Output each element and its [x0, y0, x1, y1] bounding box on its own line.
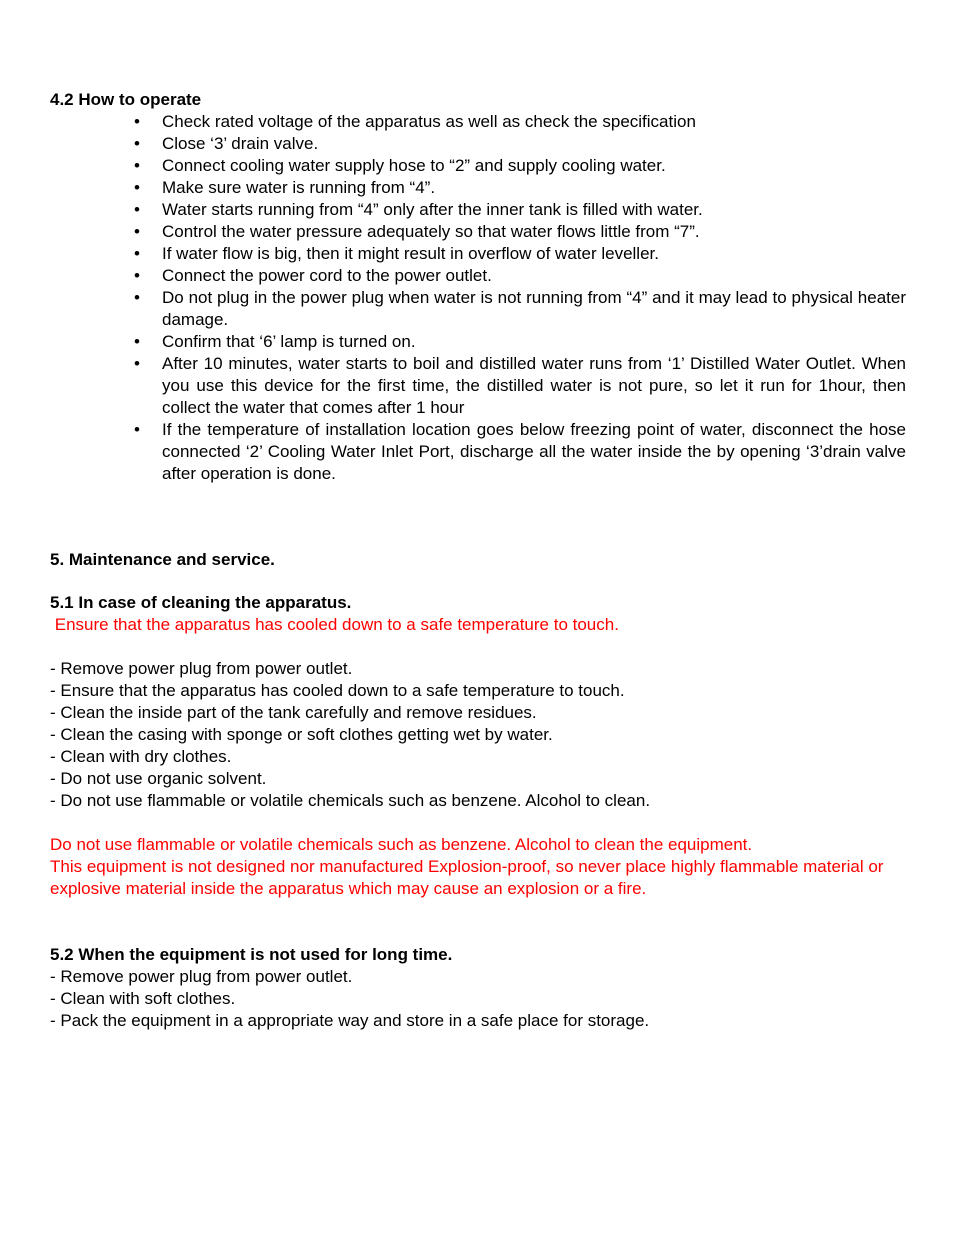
- storage-steps: [50, 966, 906, 1032]
- list-item: [50, 111, 906, 133]
- bullet-icon: •: [134, 156, 140, 175]
- document-page: [50, 89, 906, 1032]
- bullet-icon: •: [134, 420, 140, 439]
- list-item: - Clean with soft clothes.: [50, 989, 236, 1008]
- list-item-text: Do not plug in the power plug when water is not running from “4” and it may lead to physical heater damage.: [162, 288, 906, 329]
- chemical-caution: Do not use flammable or volatile chemicals such as benzene. Alcohol to clean the equipment.: [50, 835, 753, 854]
- list-item-text: Close ‘3’ drain valve.: [162, 134, 319, 153]
- explosion-caution: This equipment is not designed nor manufactured Explosion-proof, so never place highly flammable material or explosive material inside the apparatus which may cause an explosion or a fire.: [50, 857, 889, 898]
- section-5-2-heading: 5.2 When the equipment is not used for long time.: [50, 945, 453, 964]
- list-item: - Ensure that the apparatus has cooled down to a safe temperature to touch.: [50, 681, 625, 700]
- operation-steps-list: [50, 111, 906, 485]
- bullet-icon: •: [134, 332, 140, 351]
- section-5-heading: 5. Maintenance and service.: [50, 550, 275, 569]
- bullet-icon: •: [134, 112, 140, 131]
- section-5-1-heading: 5.1 In case of cleaning the apparatus.: [50, 593, 352, 612]
- bullet-icon: •: [134, 354, 140, 373]
- list-item: [50, 265, 906, 287]
- list-item: - Remove power plug from power outlet.: [50, 967, 353, 986]
- list-item-text: Water starts running from “4” only after the inner tank is filled with water.: [162, 200, 703, 219]
- list-item: - Pack the equipment in a appropriate way and store in a safe place for storage.: [50, 1011, 650, 1030]
- list-item: - Clean with dry clothes.: [50, 747, 232, 766]
- list-item: - Clean the casing with sponge or soft clothes getting wet by water.: [50, 725, 553, 744]
- bullet-icon: •: [134, 222, 140, 241]
- list-item: [50, 199, 906, 221]
- list-item-text: Connect cooling water supply hose to “2” and supply cooling water.: [162, 156, 666, 175]
- list-item-text: If the temperature of installation location goes below freezing point of water, disconnect the hose connected ‘2’ Cooling Water Inlet Port, discharge all the water inside the by opening ‘3’drain valve after operation is done.: [162, 420, 906, 483]
- list-item: - Do not use flammable or volatile chemicals such as benzene. Alcohol to clean.: [50, 791, 651, 810]
- bullet-icon: •: [134, 288, 140, 307]
- list-item: - Do not use organic solvent.: [50, 769, 267, 788]
- cleaning-steps: [50, 658, 906, 812]
- list-item: [50, 287, 906, 331]
- bullet-icon: •: [134, 178, 140, 197]
- list-item: [50, 155, 906, 177]
- list-item: [50, 243, 906, 265]
- list-item: [50, 133, 906, 155]
- list-item: [50, 353, 906, 419]
- list-item: [50, 177, 906, 199]
- list-item: [50, 419, 906, 485]
- list-item-text: After 10 minutes, water starts to boil and distilled water runs from ‘1’ Distilled Water Outlet. When you use this device for the first time, the distilled water is not pure, so let it run for 1hour, then collect the water that comes after 1 hour: [162, 354, 906, 417]
- bullet-icon: •: [134, 134, 140, 153]
- cooling-warning: Ensure that the apparatus has cooled down to a safe temperature to touch.: [50, 615, 619, 634]
- list-item-text: Control the water pressure adequately so that water flows little from “7”.: [162, 222, 700, 241]
- list-item: - Clean the inside part of the tank carefully and remove residues.: [50, 703, 537, 722]
- bullet-icon: •: [134, 266, 140, 285]
- bullet-icon: •: [134, 200, 140, 219]
- list-item-text: Confirm that ‘6’ lamp is turned on.: [162, 332, 416, 351]
- section-4-2-heading: 4.2 How to operate: [50, 90, 202, 109]
- list-item: [50, 331, 906, 353]
- list-item-text: If water flow is big, then it might result in overflow of water leveller.: [162, 244, 659, 263]
- list-item-text: Check rated voltage of the apparatus as well as check the specification: [162, 112, 696, 131]
- bullet-icon: •: [134, 244, 140, 263]
- list-item-text: Connect the power cord to the power outlet.: [162, 266, 492, 285]
- list-item: - Remove power plug from power outlet.: [50, 659, 353, 678]
- list-item-text: Make sure water is running from “4”.: [162, 178, 436, 197]
- list-item: [50, 221, 906, 243]
